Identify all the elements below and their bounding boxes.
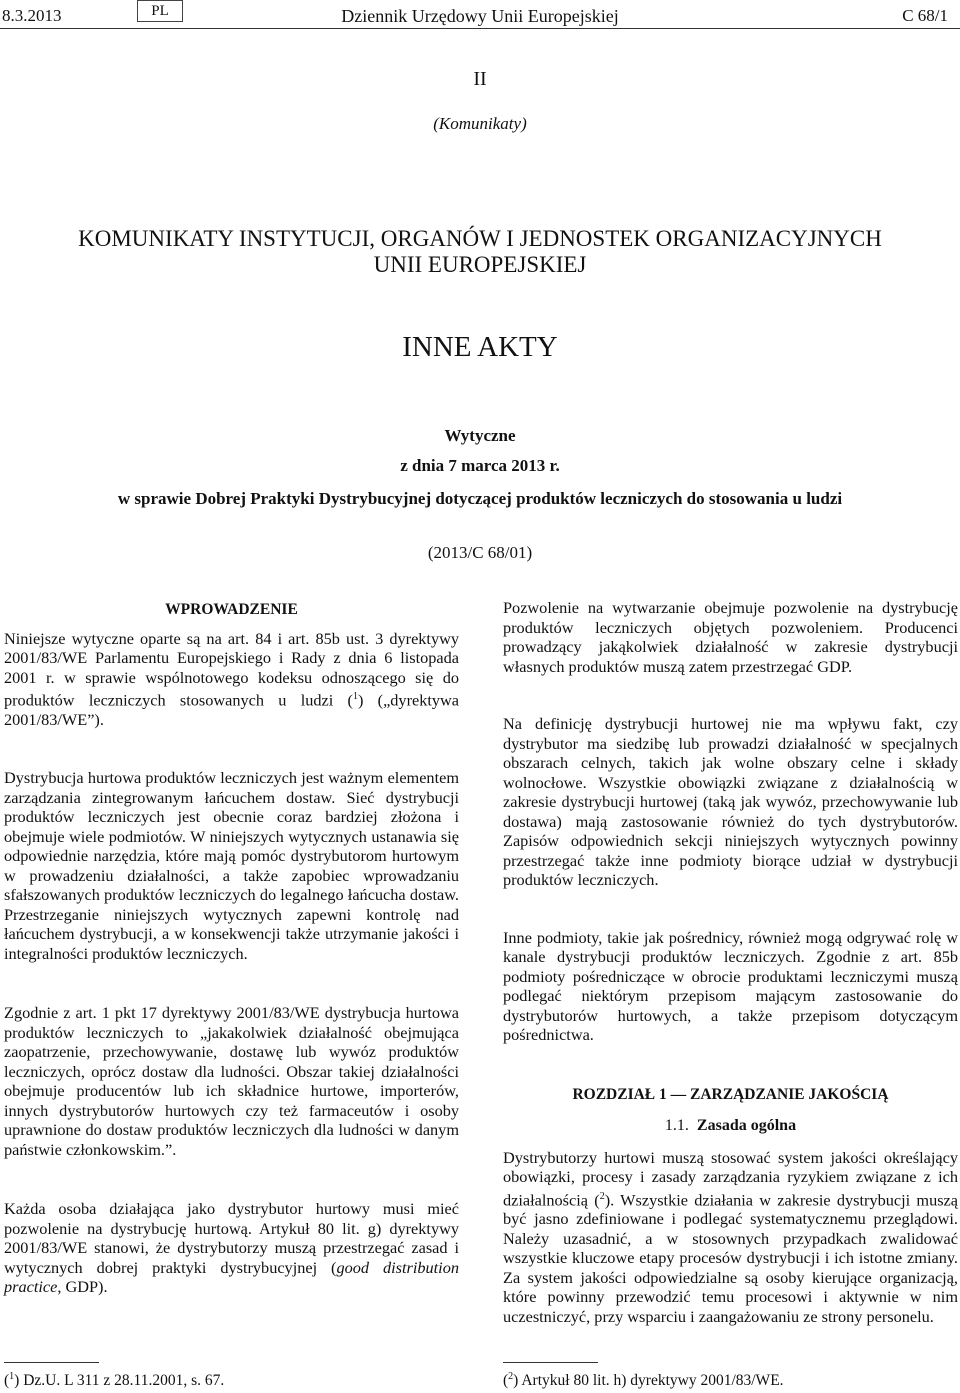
document-subject: w sprawie Dobrej Praktyki Dystrybucyjnej dotyczącej produktów leczniczych do stosowania u ludzi [117,489,843,508]
publication-date: 8.3.2013 [2,6,62,25]
part-number: II [473,68,487,90]
footnote-1: ($^1$) Dz.U. L 311 z 28.11.2001, s. 67. [4,1371,225,1390]
journal-title: Dziennik Urzędowy Unii Europejskiej [341,6,619,26]
principle-paragraph: Dystrybutorzy hurtowi muszą stosować system jakości określający obowiązki, procesy i zasady zarządzania ryzykiem związane z ich działalnością ($^2$). Wszystkie działania w zakresie dystrybucji muszą być jasno zdefiniowane i podlegać systematycznemu przeglądowi. Należy uzasadnić, a w stosownych przypadkach zwalidować wszystkie kluczowe etapy procesów dystrybucji i ich istotne zmiany. Za system jakości odpowiedzialne są osoby kierujące organizacją, które powinny przewodzić temu procesowi i aktywnie w nim uczestniczyć, przy wsparciu i zaangażowaniu ze strony personelu. [503,1147,958,1326]
right-paragraph-2: Na definicję dystrybucji hurtowej nie ma wpływu fakt, czy dystrybutor ma siedzibę lub prowadzi działalność w specjalnych obszarach celnych, takich jak wolne obszary celne i składy wolnocłowe. Wszystkie obowiązki związane z działalnością w zakresie dystrybucji hurtowej (taką jak wywóz, przechowywanie lub dostawa) mają zastosowanie również do tych dystrybutorów. Zapisów odpowiednich sekcji niniejszych wytycznych powinny przestrzegać także inne podmioty biorące udział w dystrybucji produktów leczniczych. [503,714,958,889]
intro-paragraph-1: Niniejsze wytyczne oparte są na art. 84 i art. 85b ust. 3 dyrektywy 2001/83/WE Parlamentu Europejskiego i Rady z dnia 6 listopada 2001 r. w sprawie wspólnotowego kodeksu odnoszącego się do produktów leczniczych stosowanych u ludzi ($^1$) („dyrektywa 2001/83/WE”). [4,628,460,729]
header-rule [0,28,960,29]
intro-paragraph-3: Zgodnie z art. 1 pkt 17 dyrektywy 2001/83/WE dystrybucja hurtowa produktów leczniczych to „jakakolwiek działalność obejmująca zaopatrzenie, przechowywanie, dostawę lub wywóz produktów leczniczych, oprócz dostaw dla ludności. Obszar takiej działalności obejmuje producentów lub ich składnice hurtowe, importerów, innych dystrybutorów hurtowych czy też farmaceutów i osoby uprawnione do dostaw produktów leczniczych dla ludności w danym państwie członkowskim.”. [4,1003,459,1159]
part-subtitle: (Komunikaty) [433,114,527,133]
subsection-heading: 1.1. Zasada ogólna [664,1117,797,1134]
footnote-ref-1[interactable]: 1 [352,691,358,702]
footnote-rule-right [503,1362,598,1363]
page-reference: C 68/1 [902,6,948,25]
footnote-ref-2[interactable]: 2 [599,1190,605,1202]
right-paragraph-1: Pozwolenie na wytwarzanie obejmuje pozwolenie na dystrybucję produktów leczniczych objętych pozwoleniem. Producenci prowadzący jakąkolwiek działalność w zakresie dystrybucji własnych produktów muszą zatem przestrzegać GDP. [503,598,958,676]
main-title [0,226,960,278]
footnote-2: ($^2$) Artykuł 80 lit. h) dyrektywy 2001/83/WE. [503,1371,784,1390]
right-column [503,598,958,1326]
right-paragraph-3: Inne podmioty, takie jak pośrednicy, również mogą odgrywać rolę w kanale dystrybucji produktów leczniczych. Zgodnie z art. 85b podmioty pośredniczące w obrocie produktami leczniczymi muszą podlegać niektórym przepisom mającym zastosowanie do dystrybutorów hurtowych, a także przepisom dotyczącym pośrednictwa. [503,927,958,1044]
intro-paragraph-2: Dystrybucja hurtowa produktów leczniczych jest ważnym elementem zarządzania zintegrowanym łańcuchem dostaw. Sieć dystrybucji produktów leczniczych jest obecnie coraz bardziej złożona i obejmuje wiele podmiotów. W niniejszych wytycznych ustanawia się odpowiednie narzędzia, które mają pomóc dystrybutorom hurtowym w prowadzeniu działalności, a także zapobiec wprowadzaniu sfałszowanych produktów leczniczych do legalnego łańcucha dostaw. Przestrzeganie niniejszych wytycznych zapewni kontrolę nad łańcuchem dystrybucji, a w konsekwencji także utrzymanie jakości i integralności produktów leczniczych. [4,768,459,963]
footnote-rule-left [4,1362,99,1363]
intro-paragraph-4: Każda osoba działająca jako dystrybutor hurtowy musi mieć pozwolenie na dystrybucję hurtową. Artykuł 80 lit. g) dyrektywy 2001/83/WE stanowi, że dystrybutorzy muszą przestrzegać zasad i wytycznych dobrej praktyki dystrybucyjnej (good distribution practice, GDP). [4,1199,459,1297]
section-title: INNE AKTY [402,331,558,363]
document-reference: (2013/C 68/01) [427,543,533,562]
chapter-heading: ROZDZIAŁ 1 — ZARZĄDZANIE JAKOŚCIĄ [572,1085,889,1103]
document-date: z dnia 7 marca 2013 r. [400,456,560,475]
introduction-heading: WPROWADZENIE [165,601,298,618]
language-badge: PL [137,0,183,22]
main-title-line-1: KOMUNIKATY INSTYTUCJI, ORGANÓW I JEDNOSTEK ORGANIZACYJNYCH [78,226,882,251]
main-title-line-2: UNII EUROPEJSKIEJ [373,252,587,277]
left-column [4,600,459,1297]
document-type: Wytyczne [444,426,516,445]
